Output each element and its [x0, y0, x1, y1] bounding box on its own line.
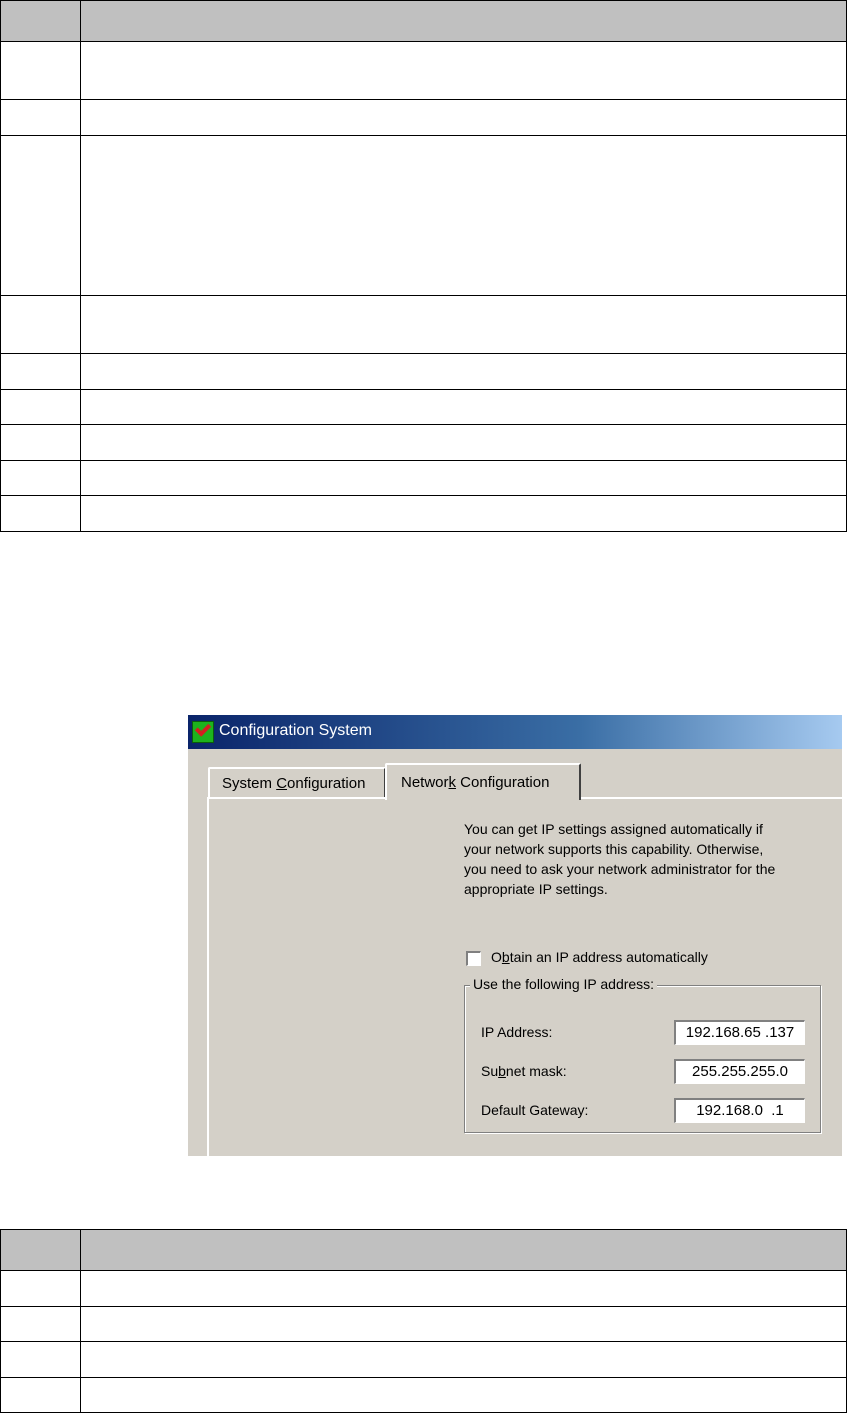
- table-row: [1, 1378, 847, 1413]
- group-legend: Use the following IP address:: [470, 976, 657, 992]
- table-cell: [1, 296, 81, 354]
- table-cell: [1, 1271, 81, 1307]
- description-line: you need to ask your network administrator for the: [464, 861, 776, 877]
- table-row: [1, 1342, 847, 1378]
- table-row: [1, 390, 847, 425]
- table-row: [1, 354, 847, 390]
- table-cell: [81, 354, 847, 390]
- ip-address-label: IP Address:: [481, 1024, 553, 1040]
- bottom-table: [0, 1229, 847, 1413]
- description-line: You can get IP settings assigned automatically if: [464, 821, 763, 837]
- table-cell: [1, 1, 81, 42]
- tab-label: Network Configuration: [401, 774, 550, 791]
- table-cell: [1, 390, 81, 425]
- table-cell: [81, 461, 847, 496]
- table-cell: [1, 461, 81, 496]
- tab-system-configuration[interactable]: [208, 767, 386, 797]
- table-cell: [1, 42, 81, 100]
- table-row: [1, 461, 847, 496]
- ip-address-input[interactable]: 192.168.65 .137: [674, 1020, 805, 1045]
- table-cell: [1, 354, 81, 390]
- table-cell: [81, 136, 847, 296]
- title-bar[interactable]: [188, 715, 842, 749]
- table-cell: [1, 425, 81, 461]
- window-title: Configuration System: [219, 722, 372, 739]
- table-cell: [81, 1342, 847, 1378]
- table-cell: [1, 1230, 81, 1271]
- tab-network-configuration[interactable]: [385, 763, 581, 800]
- table-cell: [81, 42, 847, 100]
- table-row: [1, 1307, 847, 1342]
- app-checkmark-icon: [192, 721, 214, 743]
- table-cell: [1, 100, 81, 136]
- table-cell: [1, 1307, 81, 1342]
- table-cell: [81, 100, 847, 136]
- description-line: appropriate IP settings.: [464, 881, 608, 897]
- table-cell: [81, 390, 847, 425]
- table-row: [1, 1271, 847, 1307]
- table-row: [1, 425, 847, 461]
- table-cell: [81, 1230, 847, 1271]
- default-gateway-label: Default Gateway:: [481, 1102, 589, 1118]
- table-cell: [81, 296, 847, 354]
- static-ip-group: [464, 976, 821, 1133]
- table-cell: [1, 1378, 81, 1413]
- table-cell: [1, 496, 81, 532]
- table-cell: [81, 496, 847, 532]
- table-header-row: [1, 1, 847, 42]
- default-gateway-input[interactable]: 192.168.0 .1: [674, 1098, 805, 1123]
- table-cell: [81, 1378, 847, 1413]
- table-row: [1, 42, 847, 100]
- table-cell: [81, 425, 847, 461]
- description-line: your network supports this capability. Otherwise,: [464, 841, 764, 857]
- ip-settings-description: [464, 819, 834, 899]
- table-row: [1, 496, 847, 532]
- subnet-mask-label: Subnet mask:: [481, 1063, 567, 1079]
- top-table: [0, 0, 847, 532]
- table-row: [1, 100, 847, 136]
- table-cell: [81, 1, 847, 42]
- table-cell: [1, 136, 81, 296]
- table-row: [1, 296, 847, 354]
- table-header-row: [1, 1230, 847, 1271]
- obtain-ip-label[interactable]: Obtain an IP address automatically: [491, 949, 708, 965]
- tab-label: System Configuration: [222, 775, 366, 792]
- table-cell: [81, 1271, 847, 1307]
- table-cell: [1, 1342, 81, 1378]
- table-cell: [81, 1307, 847, 1342]
- table-row: [1, 136, 847, 296]
- obtain-ip-checkbox[interactable]: [466, 951, 481, 966]
- subnet-mask-input[interactable]: 255.255.255.0: [674, 1059, 805, 1084]
- configuration-dialog: [188, 715, 842, 1156]
